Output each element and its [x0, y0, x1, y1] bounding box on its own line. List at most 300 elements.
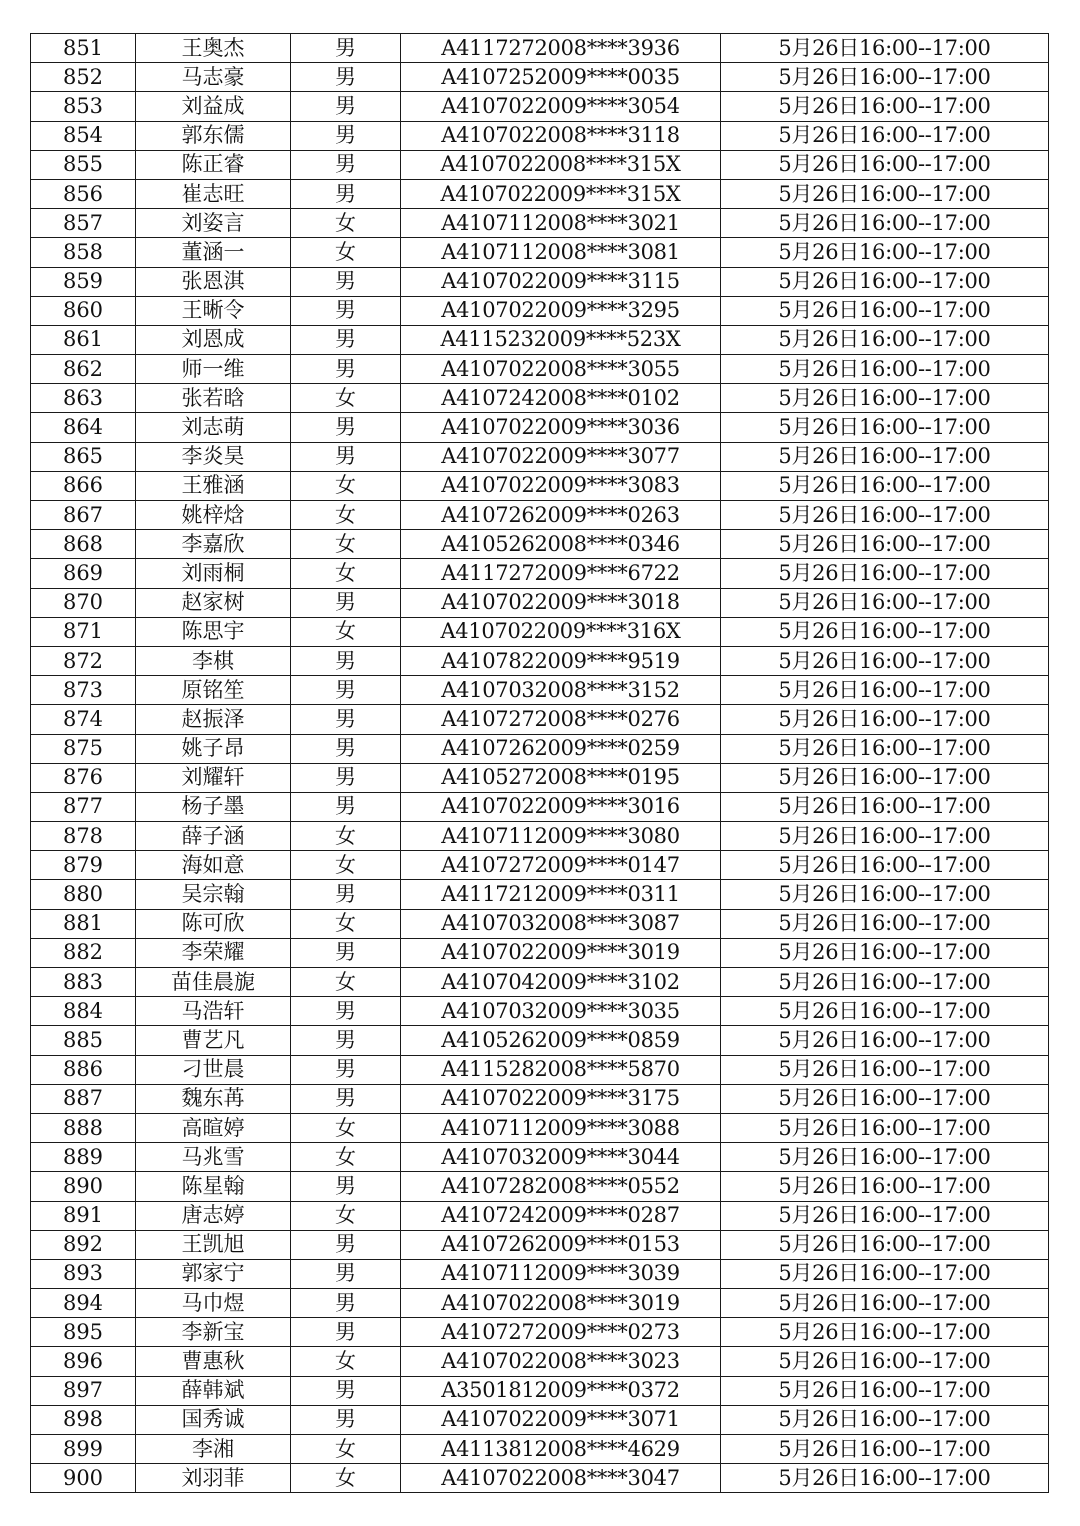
id-number-cell: A4107112008****3081	[401, 238, 721, 267]
gender-cell: 男	[291, 34, 401, 63]
id-number-cell: A4107242009****0287	[401, 1201, 721, 1230]
id-number-cell: A4107022009****3054	[401, 92, 721, 121]
row-number-cell: 883	[31, 968, 136, 997]
table-row	[31, 209, 1049, 238]
time-slot-cell: 5月26日16:00--17:00	[721, 501, 1049, 530]
name-cell: 刘姿言	[136, 209, 291, 238]
id-number-cell: A4107022008****3023	[401, 1347, 721, 1376]
row-number-cell: 861	[31, 325, 136, 354]
name-cell: 刘耀轩	[136, 763, 291, 792]
row-number-cell: 856	[31, 179, 136, 208]
row-number-cell: 899	[31, 1435, 136, 1464]
gender-cell: 女	[291, 384, 401, 413]
id-number-cell: A4107032009****3035	[401, 997, 721, 1026]
time-slot-cell: 5月26日16:00--17:00	[721, 1405, 1049, 1434]
gender-cell: 女	[291, 1464, 401, 1493]
id-number-cell: A4107272008****0276	[401, 705, 721, 734]
time-slot-cell: 5月26日16:00--17:00	[721, 1172, 1049, 1201]
name-cell: 魏东苒	[136, 1084, 291, 1113]
row-number-cell: 869	[31, 559, 136, 588]
table-row	[31, 325, 1049, 354]
table-row	[31, 179, 1049, 208]
time-slot-cell: 5月26日16:00--17:00	[721, 92, 1049, 121]
time-slot-cell: 5月26日16:00--17:00	[721, 822, 1049, 851]
gender-cell: 男	[291, 646, 401, 675]
gender-cell: 男	[291, 705, 401, 734]
table-row	[31, 238, 1049, 267]
id-number-cell: A4107272009****0147	[401, 851, 721, 880]
gender-cell: 男	[291, 355, 401, 384]
gender-cell: 男	[291, 63, 401, 92]
row-number-cell: 884	[31, 997, 136, 1026]
table-row	[31, 1026, 1049, 1055]
table-row	[31, 588, 1049, 617]
id-number-cell: A4107282008****0552	[401, 1172, 721, 1201]
row-number-cell: 852	[31, 63, 136, 92]
gender-cell: 男	[291, 1172, 401, 1201]
table-row	[31, 1201, 1049, 1230]
id-number-cell: A4115282008****5870	[401, 1055, 721, 1084]
table-row	[31, 1318, 1049, 1347]
roster-body	[31, 34, 1049, 1493]
name-cell: 王奥杰	[136, 34, 291, 63]
time-slot-cell: 5月26日16:00--17:00	[721, 763, 1049, 792]
name-cell: 薛韩斌	[136, 1376, 291, 1405]
gender-cell: 男	[291, 1318, 401, 1347]
gender-cell: 女	[291, 501, 401, 530]
gender-cell: 男	[291, 413, 401, 442]
time-slot-cell: 5月26日16:00--17:00	[721, 617, 1049, 646]
time-slot-cell: 5月26日16:00--17:00	[721, 267, 1049, 296]
table-row	[31, 296, 1049, 325]
row-number-cell: 886	[31, 1055, 136, 1084]
time-slot-cell: 5月26日16:00--17:00	[721, 1259, 1049, 1288]
id-number-cell: A4107022009****3036	[401, 413, 721, 442]
name-cell: 赵家树	[136, 588, 291, 617]
row-number-cell: 896	[31, 1347, 136, 1376]
gender-cell: 男	[291, 267, 401, 296]
table-row	[31, 471, 1049, 500]
time-slot-cell: 5月26日16:00--17:00	[721, 63, 1049, 92]
gender-cell: 女	[291, 617, 401, 646]
gender-cell: 男	[291, 442, 401, 471]
table-row	[31, 646, 1049, 675]
name-cell: 刘益成	[136, 92, 291, 121]
gender-cell: 女	[291, 909, 401, 938]
gender-cell: 男	[291, 179, 401, 208]
name-cell: 刁世晨	[136, 1055, 291, 1084]
table-row	[31, 121, 1049, 150]
row-number-cell: 890	[31, 1172, 136, 1201]
time-slot-cell: 5月26日16:00--17:00	[721, 296, 1049, 325]
id-number-cell: A4107022009****3019	[401, 938, 721, 967]
name-cell: 姚子昂	[136, 734, 291, 763]
row-number-cell: 887	[31, 1084, 136, 1113]
row-number-cell: 871	[31, 617, 136, 646]
table-row	[31, 851, 1049, 880]
name-cell: 张恩淇	[136, 267, 291, 296]
row-number-cell: 893	[31, 1259, 136, 1288]
table-row	[31, 705, 1049, 734]
row-number-cell: 876	[31, 763, 136, 792]
id-number-cell: A4107022009****3071	[401, 1405, 721, 1434]
name-cell: 国秀诚	[136, 1405, 291, 1434]
gender-cell: 男	[291, 150, 401, 179]
name-cell: 陈正睿	[136, 150, 291, 179]
gender-cell: 女	[291, 238, 401, 267]
time-slot-cell: 5月26日16:00--17:00	[721, 588, 1049, 617]
gender-cell: 男	[291, 1376, 401, 1405]
id-number-cell: A4105262009****0859	[401, 1026, 721, 1055]
name-cell: 刘志萌	[136, 413, 291, 442]
table-row	[31, 92, 1049, 121]
id-number-cell: A4107022008****315X	[401, 150, 721, 179]
id-number-cell: A4107022008****3019	[401, 1289, 721, 1318]
row-number-cell: 900	[31, 1464, 136, 1493]
gender-cell: 女	[291, 1113, 401, 1142]
name-cell: 吴宗翰	[136, 880, 291, 909]
time-slot-cell: 5月26日16:00--17:00	[721, 559, 1049, 588]
id-number-cell: A3501812009****0372	[401, 1376, 721, 1405]
gender-cell: 女	[291, 471, 401, 500]
name-cell: 曹艺凡	[136, 1026, 291, 1055]
id-number-cell: A4117272009****6722	[401, 559, 721, 588]
gender-cell: 男	[291, 997, 401, 1026]
name-cell: 李炎昊	[136, 442, 291, 471]
time-slot-cell: 5月26日16:00--17:00	[721, 1318, 1049, 1347]
name-cell: 王凯旭	[136, 1230, 291, 1259]
id-number-cell: A4117272008****3936	[401, 34, 721, 63]
id-number-cell: A4115232009****523X	[401, 325, 721, 354]
time-slot-cell: 5月26日16:00--17:00	[721, 909, 1049, 938]
gender-cell: 男	[291, 1084, 401, 1113]
time-slot-cell: 5月26日16:00--17:00	[721, 442, 1049, 471]
table-row	[31, 1435, 1049, 1464]
id-number-cell: A4107022009****3295	[401, 296, 721, 325]
table-row	[31, 1376, 1049, 1405]
table-row	[31, 676, 1049, 705]
time-slot-cell: 5月26日16:00--17:00	[721, 1435, 1049, 1464]
name-cell: 姚梓焓	[136, 501, 291, 530]
name-cell: 杨子墨	[136, 792, 291, 821]
table-row	[31, 384, 1049, 413]
row-number-cell: 895	[31, 1318, 136, 1347]
gender-cell: 女	[291, 530, 401, 559]
time-slot-cell: 5月26日16:00--17:00	[721, 880, 1049, 909]
name-cell: 海如意	[136, 851, 291, 880]
row-number-cell: 855	[31, 150, 136, 179]
gender-cell: 男	[291, 121, 401, 150]
time-slot-cell: 5月26日16:00--17:00	[721, 1464, 1049, 1493]
time-slot-cell: 5月26日16:00--17:00	[721, 1026, 1049, 1055]
table-row	[31, 559, 1049, 588]
gender-cell: 男	[291, 763, 401, 792]
id-number-cell: A4107022009****3018	[401, 588, 721, 617]
time-slot-cell: 5月26日16:00--17:00	[721, 34, 1049, 63]
id-number-cell: A4107022008****3118	[401, 121, 721, 150]
id-number-cell: A4107822009****9519	[401, 646, 721, 675]
name-cell: 陈可欣	[136, 909, 291, 938]
table-row	[31, 355, 1049, 384]
id-number-cell: A4107272009****0273	[401, 1318, 721, 1347]
name-cell: 王晰令	[136, 296, 291, 325]
row-number-cell: 894	[31, 1289, 136, 1318]
id-number-cell: A4107112008****3021	[401, 209, 721, 238]
row-number-cell: 864	[31, 413, 136, 442]
row-number-cell: 854	[31, 121, 136, 150]
name-cell: 赵振泽	[136, 705, 291, 734]
row-number-cell: 851	[31, 34, 136, 63]
id-number-cell: A4117212009****0311	[401, 880, 721, 909]
name-cell: 王雅涵	[136, 471, 291, 500]
table-row	[31, 1055, 1049, 1084]
row-number-cell: 859	[31, 267, 136, 296]
gender-cell: 男	[291, 938, 401, 967]
time-slot-cell: 5月26日16:00--17:00	[721, 705, 1049, 734]
table-row	[31, 792, 1049, 821]
time-slot-cell: 5月26日16:00--17:00	[721, 734, 1049, 763]
id-number-cell: A4107022009****3175	[401, 1084, 721, 1113]
name-cell: 李新宝	[136, 1318, 291, 1347]
name-cell: 刘雨桐	[136, 559, 291, 588]
id-number-cell: A4107022008****3047	[401, 1464, 721, 1493]
id-number-cell: A4107022009****3115	[401, 267, 721, 296]
id-number-cell: A4107242008****0102	[401, 384, 721, 413]
id-number-cell: A4107022009****3083	[401, 471, 721, 500]
row-number-cell: 863	[31, 384, 136, 413]
id-number-cell: A4107252009****0035	[401, 63, 721, 92]
table-row	[31, 1259, 1049, 1288]
table-row	[31, 763, 1049, 792]
name-cell: 原铭笙	[136, 676, 291, 705]
gender-cell: 男	[291, 1259, 401, 1288]
row-number-cell: 880	[31, 880, 136, 909]
gender-cell: 男	[291, 1055, 401, 1084]
time-slot-cell: 5月26日16:00--17:00	[721, 355, 1049, 384]
id-number-cell: A4107262009****0153	[401, 1230, 721, 1259]
table-row	[31, 1347, 1049, 1376]
row-number-cell: 889	[31, 1143, 136, 1172]
table-row	[31, 909, 1049, 938]
table-row	[31, 1405, 1049, 1434]
name-cell: 李棋	[136, 646, 291, 675]
gender-cell: 男	[291, 792, 401, 821]
id-number-cell: A4107112009****3088	[401, 1113, 721, 1142]
gender-cell: 女	[291, 822, 401, 851]
row-number-cell: 865	[31, 442, 136, 471]
time-slot-cell: 5月26日16:00--17:00	[721, 792, 1049, 821]
row-number-cell: 881	[31, 909, 136, 938]
name-cell: 刘恩成	[136, 325, 291, 354]
id-number-cell: A4107262009****0259	[401, 734, 721, 763]
row-number-cell: 888	[31, 1113, 136, 1142]
row-number-cell: 875	[31, 734, 136, 763]
row-number-cell: 858	[31, 238, 136, 267]
gender-cell: 男	[291, 734, 401, 763]
name-cell: 董涵一	[136, 238, 291, 267]
table-row	[31, 1172, 1049, 1201]
id-number-cell: A4107022009****3016	[401, 792, 721, 821]
gender-cell: 男	[291, 296, 401, 325]
id-number-cell: A4113812008****4629	[401, 1435, 721, 1464]
time-slot-cell: 5月26日16:00--17:00	[721, 1376, 1049, 1405]
id-number-cell: A4107022009****315X	[401, 179, 721, 208]
name-cell: 郭家宁	[136, 1259, 291, 1288]
row-number-cell: 877	[31, 792, 136, 821]
roster-table	[30, 33, 1049, 1493]
row-number-cell: 870	[31, 588, 136, 617]
time-slot-cell: 5月26日16:00--17:00	[721, 530, 1049, 559]
table-row	[31, 1289, 1049, 1318]
table-row	[31, 442, 1049, 471]
row-number-cell: 857	[31, 209, 136, 238]
table-row	[31, 34, 1049, 63]
row-number-cell: 885	[31, 1026, 136, 1055]
time-slot-cell: 5月26日16:00--17:00	[721, 150, 1049, 179]
name-cell: 郭东儒	[136, 121, 291, 150]
time-slot-cell: 5月26日16:00--17:00	[721, 938, 1049, 967]
table-row	[31, 1143, 1049, 1172]
row-number-cell: 867	[31, 501, 136, 530]
gender-cell: 男	[291, 1289, 401, 1318]
name-cell: 曹惠秋	[136, 1347, 291, 1376]
time-slot-cell: 5月26日16:00--17:00	[721, 1289, 1049, 1318]
name-cell: 马浩轩	[136, 997, 291, 1026]
table-row	[31, 1230, 1049, 1259]
row-number-cell: 882	[31, 938, 136, 967]
table-row	[31, 1464, 1049, 1493]
table-row	[31, 1084, 1049, 1113]
time-slot-cell: 5月26日16:00--17:00	[721, 1201, 1049, 1230]
gender-cell: 男	[291, 1026, 401, 1055]
time-slot-cell: 5月26日16:00--17:00	[721, 384, 1049, 413]
id-number-cell: A4107022008****3055	[401, 355, 721, 384]
name-cell: 李湘	[136, 1435, 291, 1464]
time-slot-cell: 5月26日16:00--17:00	[721, 1143, 1049, 1172]
table-row	[31, 997, 1049, 1026]
name-cell: 李嘉欣	[136, 530, 291, 559]
row-number-cell: 892	[31, 1230, 136, 1259]
gender-cell: 女	[291, 559, 401, 588]
row-number-cell: 874	[31, 705, 136, 734]
table-row	[31, 880, 1049, 909]
name-cell: 崔志旺	[136, 179, 291, 208]
row-number-cell: 860	[31, 296, 136, 325]
gender-cell: 男	[291, 880, 401, 909]
row-number-cell: 891	[31, 1201, 136, 1230]
time-slot-cell: 5月26日16:00--17:00	[721, 471, 1049, 500]
table-row	[31, 1113, 1049, 1142]
name-cell: 师一维	[136, 355, 291, 384]
name-cell: 李荣耀	[136, 938, 291, 967]
row-number-cell: 878	[31, 822, 136, 851]
row-number-cell: 853	[31, 92, 136, 121]
time-slot-cell: 5月26日16:00--17:00	[721, 851, 1049, 880]
gender-cell: 女	[291, 1143, 401, 1172]
table-row	[31, 150, 1049, 179]
time-slot-cell: 5月26日16:00--17:00	[721, 1113, 1049, 1142]
time-slot-cell: 5月26日16:00--17:00	[721, 1347, 1049, 1376]
time-slot-cell: 5月26日16:00--17:00	[721, 1055, 1049, 1084]
gender-cell: 女	[291, 1201, 401, 1230]
table-row	[31, 822, 1049, 851]
name-cell: 薛子涵	[136, 822, 291, 851]
id-number-cell: A4105262008****0346	[401, 530, 721, 559]
row-number-cell: 866	[31, 471, 136, 500]
time-slot-cell: 5月26日16:00--17:00	[721, 646, 1049, 675]
time-slot-cell: 5月26日16:00--17:00	[721, 1084, 1049, 1113]
gender-cell: 男	[291, 1405, 401, 1434]
id-number-cell: A4107032008****3087	[401, 909, 721, 938]
id-number-cell: A4107262009****0263	[401, 501, 721, 530]
row-number-cell: 897	[31, 1376, 136, 1405]
id-number-cell: A4107022009****316X	[401, 617, 721, 646]
table-row	[31, 968, 1049, 997]
row-number-cell: 873	[31, 676, 136, 705]
gender-cell: 男	[291, 325, 401, 354]
time-slot-cell: 5月26日16:00--17:00	[721, 121, 1049, 150]
id-number-cell: A4105272008****0195	[401, 763, 721, 792]
table-row	[31, 530, 1049, 559]
row-number-cell: 868	[31, 530, 136, 559]
name-cell: 刘羽菲	[136, 1464, 291, 1493]
time-slot-cell: 5月26日16:00--17:00	[721, 179, 1049, 208]
row-number-cell: 879	[31, 851, 136, 880]
time-slot-cell: 5月26日16:00--17:00	[721, 238, 1049, 267]
id-number-cell: A4107022009****3077	[401, 442, 721, 471]
name-cell: 马志豪	[136, 63, 291, 92]
id-number-cell: A4107042009****3102	[401, 968, 721, 997]
id-number-cell: A4107112009****3080	[401, 822, 721, 851]
gender-cell: 男	[291, 92, 401, 121]
time-slot-cell: 5月26日16:00--17:00	[721, 1230, 1049, 1259]
id-number-cell: A4107032009****3044	[401, 1143, 721, 1172]
row-number-cell: 898	[31, 1405, 136, 1434]
row-number-cell: 872	[31, 646, 136, 675]
name-cell: 张若晗	[136, 384, 291, 413]
time-slot-cell: 5月26日16:00--17:00	[721, 413, 1049, 442]
time-slot-cell: 5月26日16:00--17:00	[721, 997, 1049, 1026]
time-slot-cell: 5月26日16:00--17:00	[721, 676, 1049, 705]
gender-cell: 女	[291, 851, 401, 880]
table-row	[31, 734, 1049, 763]
name-cell: 唐志婷	[136, 1201, 291, 1230]
time-slot-cell: 5月26日16:00--17:00	[721, 968, 1049, 997]
id-number-cell: A4107032008****3152	[401, 676, 721, 705]
gender-cell: 男	[291, 588, 401, 617]
gender-cell: 女	[291, 209, 401, 238]
table-row	[31, 267, 1049, 296]
name-cell: 马巾煜	[136, 1289, 291, 1318]
gender-cell: 男	[291, 676, 401, 705]
name-cell: 马兆雪	[136, 1143, 291, 1172]
time-slot-cell: 5月26日16:00--17:00	[721, 209, 1049, 238]
table-row	[31, 63, 1049, 92]
name-cell: 苗佳晨旎	[136, 968, 291, 997]
id-number-cell: A4107112009****3039	[401, 1259, 721, 1288]
row-number-cell: 862	[31, 355, 136, 384]
table-row	[31, 938, 1049, 967]
table-row	[31, 617, 1049, 646]
gender-cell: 女	[291, 1435, 401, 1464]
name-cell: 高暄婷	[136, 1113, 291, 1142]
name-cell: 陈星翰	[136, 1172, 291, 1201]
gender-cell: 男	[291, 1230, 401, 1259]
table-row	[31, 501, 1049, 530]
time-slot-cell: 5月26日16:00--17:00	[721, 325, 1049, 354]
gender-cell: 女	[291, 1347, 401, 1376]
gender-cell: 女	[291, 968, 401, 997]
